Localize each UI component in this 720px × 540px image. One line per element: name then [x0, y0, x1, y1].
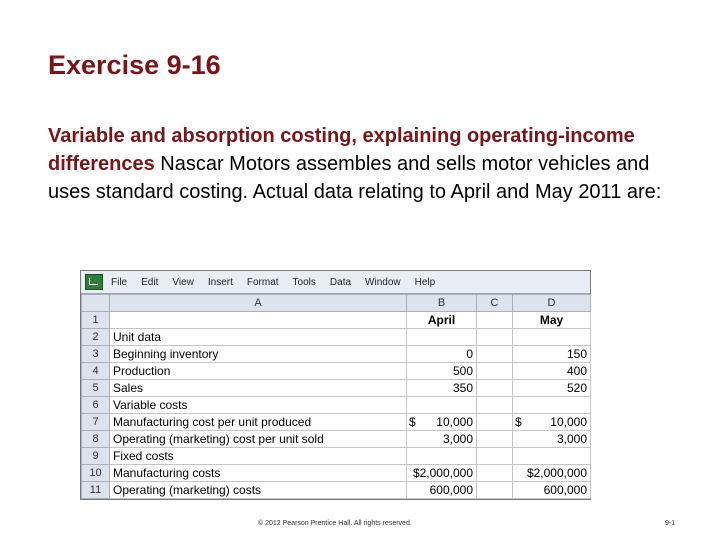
table-row: [82, 363, 591, 380]
spreadsheet-window: [80, 270, 591, 500]
cell-a[interactable]: Unit data: [110, 329, 407, 346]
column-header-c[interactable]: C: [477, 295, 513, 312]
cell-b[interactable]: 350: [407, 380, 477, 397]
exercise-description: [48, 122, 688, 206]
exercise-text: Nascar Motors assembles and sells motor vehicles and uses standard costing. Actual data relating to April and May 2011 are:: [48, 153, 662, 203]
cell-value: 10,000: [436, 415, 473, 429]
cell-a[interactable]: Beginning inventory: [110, 346, 407, 363]
cell-c[interactable]: [477, 363, 513, 380]
spreadsheet-grid: [81, 294, 591, 499]
cell-d[interactable]: May: [513, 312, 591, 329]
cell-d[interactable]: 520: [513, 380, 591, 397]
row-header[interactable]: 9: [82, 448, 110, 465]
cell-d[interactable]: 600,000: [513, 482, 591, 499]
row-header[interactable]: 5: [82, 380, 110, 397]
menu-view[interactable]: View: [172, 276, 194, 288]
table-row: [82, 414, 591, 431]
cell-b[interactable]: [407, 397, 477, 414]
page-number: 9-1: [665, 520, 676, 527]
cell-c[interactable]: [477, 312, 513, 329]
row-header[interactable]: 4: [82, 363, 110, 380]
menu-tools[interactable]: Tools: [292, 276, 316, 288]
row-header[interactable]: 1: [82, 312, 110, 329]
cell-a[interactable]: Manufacturing costs: [110, 465, 407, 482]
row-header[interactable]: 2: [82, 329, 110, 346]
currency-symbol: $: [409, 415, 416, 429]
table-row: [82, 431, 591, 448]
cell-b[interactable]: 500: [407, 363, 477, 380]
cell-c[interactable]: [477, 346, 513, 363]
cell-c[interactable]: [477, 380, 513, 397]
menu-edit[interactable]: Edit: [141, 276, 159, 288]
table-row: [82, 465, 591, 482]
cell-a[interactable]: Fixed costs: [110, 448, 407, 465]
column-header-row: [82, 295, 591, 312]
menu-format[interactable]: Format: [246, 276, 279, 288]
cell-d[interactable]: [513, 329, 591, 346]
cell-b[interactable]: [407, 448, 477, 465]
corner-cell: [82, 295, 110, 312]
cell-value: 10,000: [550, 415, 587, 429]
table-row: [82, 380, 591, 397]
cell-d[interactable]: [513, 397, 591, 414]
cell-a[interactable]: Variable costs: [110, 397, 407, 414]
cell-c[interactable]: [477, 482, 513, 499]
table-row: [82, 329, 591, 346]
cell-b[interactable]: 3,000: [407, 431, 477, 448]
column-header-b[interactable]: B: [407, 295, 477, 312]
cell-a[interactable]: Manufacturing cost per unit produced: [110, 414, 407, 431]
cell-a[interactable]: Sales: [110, 380, 407, 397]
table-row: [82, 346, 591, 363]
spreadsheet-app-icon: [85, 274, 103, 290]
cell-a[interactable]: Operating (marketing) cost per unit sold: [110, 431, 407, 448]
cell-a[interactable]: Production: [110, 363, 407, 380]
cell-b[interactable]: [407, 329, 477, 346]
table-row: [82, 312, 591, 329]
table-row: [82, 397, 591, 414]
exercise-lead: Variable and absorption costing, explaining operating-income differences: [48, 125, 635, 175]
column-header-d[interactable]: D: [513, 295, 591, 312]
menu-data[interactable]: Data: [329, 276, 352, 288]
spreadsheet-menubar: [81, 271, 590, 294]
menu-insert[interactable]: Insert: [207, 276, 233, 288]
cell-d[interactable]: 3,000: [513, 431, 591, 448]
column-header-a[interactable]: A: [110, 295, 407, 312]
cell-d[interactable]: [513, 448, 591, 465]
cell-c[interactable]: [477, 465, 513, 482]
cell-c[interactable]: [477, 397, 513, 414]
currency-symbol: $: [515, 415, 522, 429]
row-header[interactable]: 7: [82, 414, 110, 431]
copyright-notice: © 2012 Pearson Prentice Hall. All rights reserved.: [258, 520, 412, 527]
row-header[interactable]: 10: [82, 465, 110, 482]
cell-c[interactable]: [477, 329, 513, 346]
cell-b[interactable]: 600,000: [407, 482, 477, 499]
cell-b[interactable]: [407, 414, 477, 431]
cell-b[interactable]: $2,000,000: [407, 465, 477, 482]
cell-b[interactable]: April: [407, 312, 477, 329]
row-header[interactable]: 8: [82, 431, 110, 448]
row-header[interactable]: 3: [82, 346, 110, 363]
menu-help[interactable]: Help: [414, 276, 436, 288]
table-row: [82, 482, 591, 499]
menu-file[interactable]: File: [111, 276, 128, 288]
cell-d[interactable]: 150: [513, 346, 591, 363]
slide-title: Exercise 9-16: [48, 50, 221, 80]
row-header[interactable]: 6: [82, 397, 110, 414]
cell-d[interactable]: 400: [513, 363, 591, 380]
menu-window[interactable]: Window: [365, 276, 401, 288]
cell-a[interactable]: [110, 312, 407, 329]
cell-c[interactable]: [477, 431, 513, 448]
row-header[interactable]: 11: [82, 482, 110, 499]
cell-a[interactable]: Operating (marketing) costs: [110, 482, 407, 499]
table-row: [82, 448, 591, 465]
cell-b[interactable]: 0: [407, 346, 477, 363]
cell-d[interactable]: [513, 414, 591, 431]
cell-d[interactable]: $2,000,000: [513, 465, 591, 482]
cell-c[interactable]: [477, 448, 513, 465]
cell-c[interactable]: [477, 414, 513, 431]
